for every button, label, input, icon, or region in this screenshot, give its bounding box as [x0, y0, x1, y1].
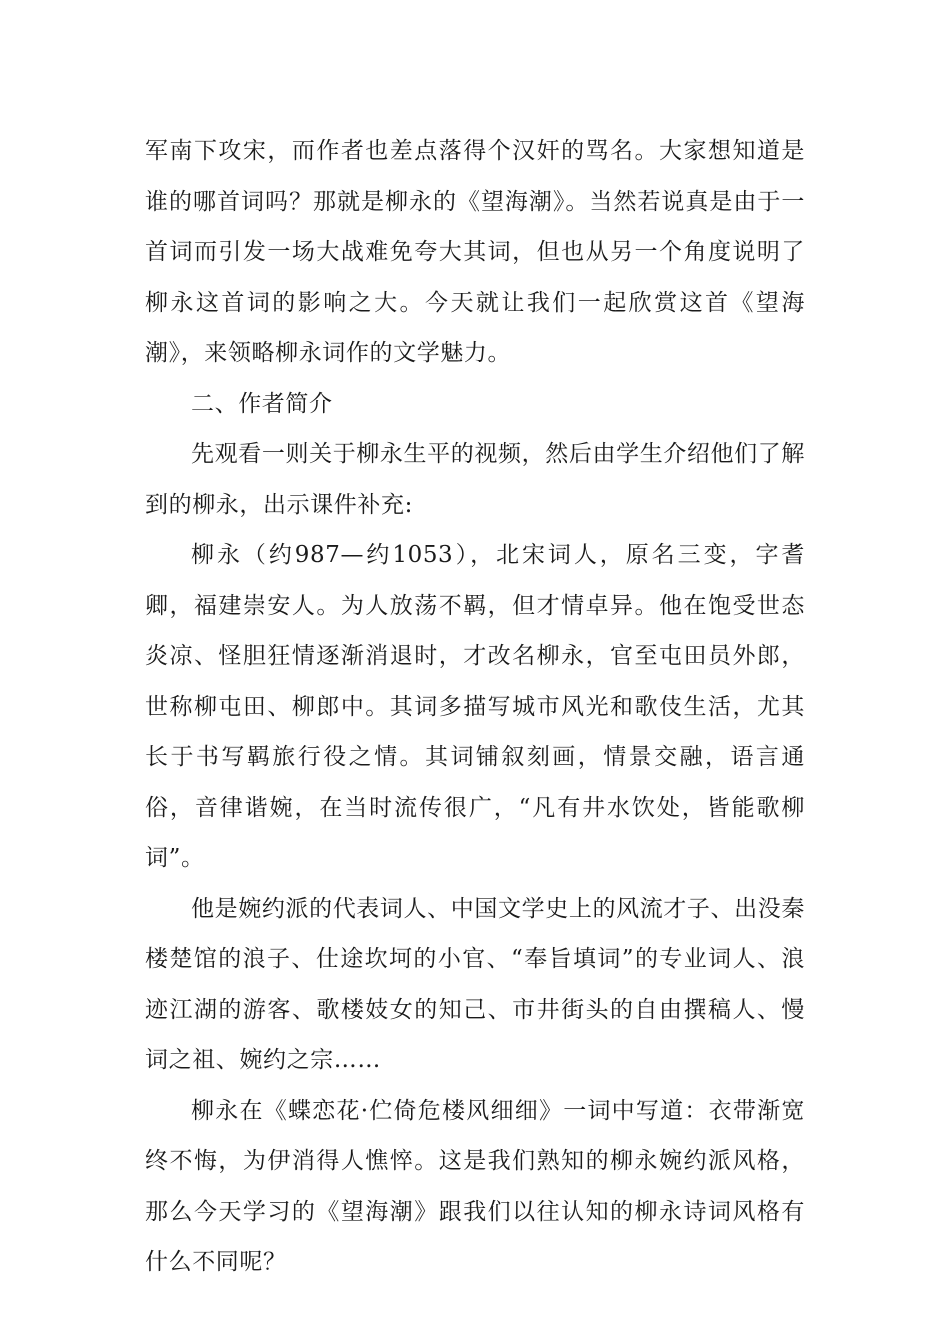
body-text	[145, 126, 805, 1288]
paragraph-video-instruction: 先观看一则关于柳永生平的视频，然后由学生介绍他们了解到的柳永，出示课件补充:	[145, 441, 805, 518]
paragraph-style-question: 柳永在《蝶恋花·伫倚危楼风细细》一词中写道：衣带渐宽终不悔，为伊消得人憔悴。这是我们熟知的柳永婉约派风格，那么今天学习的《望海潮》跟我们以往认知的柳永诗词风格有什么不同呢？	[145, 1097, 805, 1275]
paragraph-liu-yong-identities: 他是婉约派的代表词人、中国文学史上的风流才子、出没秦楼楚馆的浪子、仕途坎坷的小官、“奉旨填词”的专业词人、浪迹江湖的游客、歌楼妓女的知己、市井街头的自由撰稿人、慢词之祖、婉约之宗……	[145, 895, 805, 1073]
section-heading-author-intro: 二、作者简介	[191, 390, 333, 417]
paragraph-liu-yong-biography: 柳永（约987—约1053），北宋词人，原名三变，字耆卿，福建崇安人。为人放荡不羁，但才情卓异。他在饱受世态炎凉、怪胆狂情逐渐消退时，才改名柳永，官至屯田员外郎，世称柳屯田、柳郎中。其词多描写城市风光和歌伎生活，尤其长于书写羁旅行役之情。其词铺叙刻画，情景交融，语言通俗，音律谐婉，在当时流传很广，“凡有井水饮处，皆能歌柳词”。	[145, 542, 805, 871]
paragraph-intro-continued: 军南下攻宋，而作者也差点落得个汉奸的骂名。大家想知道是谁的哪首词吗？那就是柳永的《望海潮》。当然若说真是由于一首词而引发一场大战难免夸大其词，但也从另一个角度说明了柳永这首词的影响之大。今天就让我们一起欣赏这首《望海潮》，来领略柳永词作的文学魅力。	[145, 138, 805, 366]
